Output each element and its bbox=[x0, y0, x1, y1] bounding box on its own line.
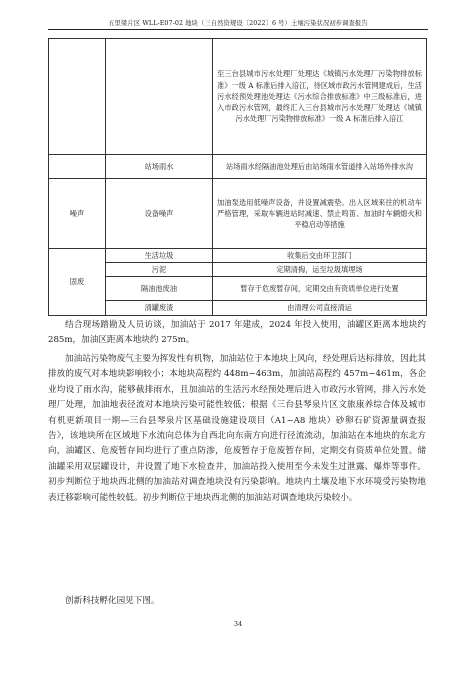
page-number: 34 bbox=[233, 620, 243, 628]
table-cell: 污泥 bbox=[106, 263, 213, 277]
table-cell: 定期清掏，运至垃圾填埋场 bbox=[213, 263, 427, 277]
table-cell: 站场雨水经隔油池处理后由站场雨水管道排入站场外排水沟 bbox=[213, 155, 427, 179]
table-cell bbox=[106, 39, 213, 155]
table-cell: 收集后交由环卫部门 bbox=[213, 249, 427, 263]
table-cell: 噪声 bbox=[49, 179, 106, 249]
table-cell: 至三台县城市污水处理厂处理达《城镇污水处理厂污染物排放标准》一级 A 标准后排入涪江，待区域市政污水管网建成后，生活污水经预处理池处理达《污水综合排放标准》中三级标准后，进入市政污水管网，最终汇入三台县城市污水处理厂处理达《城镇污水处理厂污染物排放标准》一级 A 标准后排入涪江 bbox=[213, 39, 427, 155]
paragraph-gas-station-analysis bbox=[48, 352, 426, 506]
table-cell: 由清理公司直接清运 bbox=[213, 301, 427, 315]
table-cell bbox=[49, 39, 106, 155]
table-cell: 隔油池废油 bbox=[106, 277, 213, 301]
table-row bbox=[49, 301, 427, 315]
paragraph-incubator-ref bbox=[48, 594, 426, 609]
table-row bbox=[49, 263, 427, 277]
paragraph-text: 加油站污染物废气主要为挥发性有机物，加油站位于本地块上风向，经处理后达标排放，因此其排放的废气对本地块影响较小；本地块高程约 448m~463m，加油站高程约 457m~461m，各企业均设了雨水沟，能够截排雨水，且加油站的生活污水经预处理后进入市政污水管网，排入污水处理厂处理，加油地表径流对本地块污染可能性较低；根据《三台县琴泉片区文旅康养综合体及城市有机更新项目一期—三台县琴泉片区基础设施建设项目（A1~A8 地块）砂卵石矿资源量调查报告》，该地块所在区域地下水流向总体为自西北向东南方向进行径流流动，加油站在本地块的东北方向，油罐区、危废暂存间均进行了重点防渗，危废暂存于危废暂存间，定期交有资质单位处置。储油罐采用双层罐设计，并设置了地下水检查井，加油站投入使用至今未发生过泄露、爆炸等事件。初步判断位于地块西北侧的加油站对调查地块没有污染影响。地块内土壤及地下水环境受污染物地表迁移影响可能性较低。初步判断位于地块西北侧的加油站对调查地块污染较小。 bbox=[48, 354, 426, 503]
table-row bbox=[49, 249, 427, 263]
pollution-measures-table bbox=[48, 38, 427, 316]
table-cell: 生活垃圾 bbox=[106, 249, 213, 263]
table-row bbox=[49, 39, 427, 155]
paragraph-text: 结合现场踏勘及人员访谈，加油站于 2017 年建成，2024 年投入使用，油罐区距离本地块约 285m，加油区距离本地块约 275m。 bbox=[48, 320, 426, 346]
table-cell bbox=[49, 155, 106, 179]
table-cell: 清罐废渣 bbox=[106, 301, 213, 315]
table-cell: 设备噪声 bbox=[106, 179, 213, 249]
paragraph-site-visit bbox=[48, 318, 426, 349]
table-cell: 加油泵选用低噪声设备，并设置减震垫。出入区域来往的机动车严格管理，采取车辆进站时减速、禁止鸣笛、加油时车辆熄火和平稳启动等措施 bbox=[213, 179, 427, 249]
paragraph-text: 创新科技孵化园见下图。 bbox=[65, 596, 160, 606]
table-cell: 站场雨水 bbox=[106, 155, 213, 179]
table-row bbox=[49, 277, 427, 301]
table-row bbox=[49, 155, 427, 179]
table-row bbox=[49, 179, 427, 249]
page-header: 五里梁片区 WLL-E07-02 地块（三自然资规设〔2022〕6 号）土壤污染状况初步调查报告 bbox=[48, 18, 428, 30]
table-cell: 固废 bbox=[49, 249, 106, 316]
table-cell: 暂存于危废暂存间，定期交由有资质单位进行处置 bbox=[213, 277, 427, 301]
